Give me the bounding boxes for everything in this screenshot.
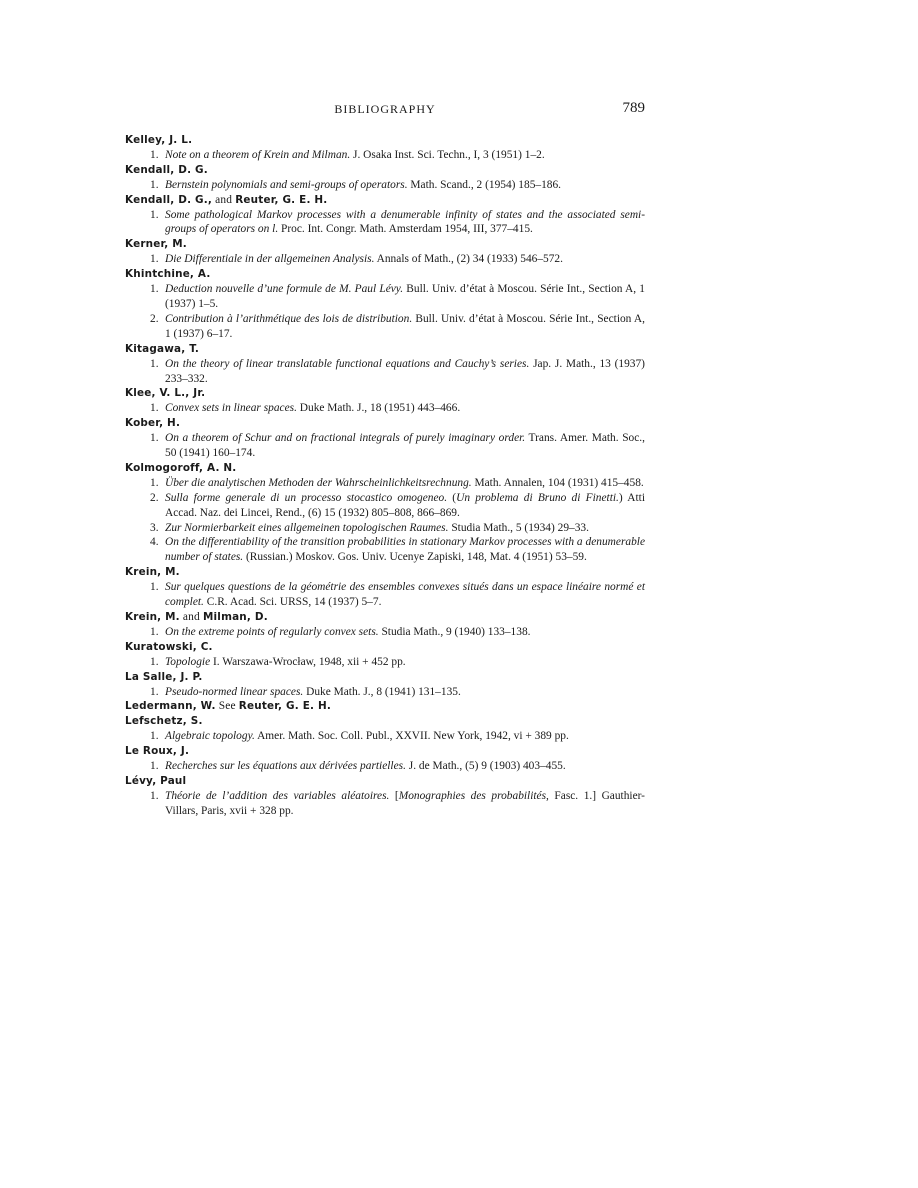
author-name-part: Lévy, Paul bbox=[125, 774, 187, 787]
reference-number: 1. bbox=[150, 432, 159, 445]
reference-list bbox=[125, 476, 645, 565]
author-name-part: Lefschetz, S. bbox=[125, 715, 203, 728]
reference-title: Sur quelques questions de la géométrie des ensembles convexes situés dans un espace linéaire normé et complet. bbox=[165, 581, 645, 609]
reference-number: 1. bbox=[150, 730, 159, 743]
reference-item bbox=[125, 208, 645, 238]
reference-number: 1. bbox=[150, 178, 159, 191]
bibliography-entry bbox=[125, 461, 645, 565]
author-name bbox=[125, 267, 645, 282]
reference-list bbox=[125, 148, 645, 163]
author-name-part: Kendall, D. G., bbox=[125, 193, 213, 206]
author-name bbox=[125, 386, 645, 401]
author-name bbox=[125, 744, 645, 759]
reference-title: Die Differentiale in der allgemeinen Analysis. bbox=[165, 253, 375, 266]
reference-list bbox=[125, 401, 645, 416]
reference-title: On a theorem of Schur and on fractional integrals of purely imaginary order. bbox=[165, 432, 526, 445]
reference-item bbox=[125, 655, 645, 670]
author-name bbox=[125, 640, 645, 655]
bibliography-entry bbox=[125, 386, 645, 416]
reference-item bbox=[125, 148, 645, 163]
reference-title: Recherches sur les équations aux dérivées partielles. bbox=[165, 760, 406, 773]
reference-number: 1. bbox=[150, 760, 159, 773]
reference-number: 2. bbox=[150, 312, 159, 325]
reference-title: Bernstein polynomials and semi-groups of operators. bbox=[165, 178, 408, 191]
author-name-part: Le Roux, J. bbox=[125, 745, 190, 758]
author-name-part: Kolmogoroff, A. N. bbox=[125, 461, 237, 474]
reference-source: Math. Annalen, 104 (1931) 415–458. bbox=[471, 476, 644, 489]
author-name-part: Kitagawa, T. bbox=[125, 342, 200, 355]
author-name-part: Kendall, D. G. bbox=[125, 163, 208, 176]
reference-list bbox=[125, 208, 645, 238]
reference-item bbox=[125, 535, 645, 565]
reference-number: 1. bbox=[150, 208, 159, 221]
reference-list bbox=[125, 625, 645, 640]
author-name-part: Milman, D. bbox=[203, 611, 268, 623]
author-name bbox=[125, 461, 645, 476]
author-name bbox=[125, 699, 645, 714]
reference-title: Deduction nouvelle d’une formule de M. Paul Lévy. bbox=[165, 283, 404, 296]
reference-source: Annals of Math., (2) 34 (1933) 546–572. bbox=[374, 253, 563, 266]
author-name-part: La Salle, J. P. bbox=[125, 670, 203, 683]
reference-number: 1. bbox=[150, 148, 159, 161]
reference-number: 1. bbox=[150, 789, 159, 802]
reference-item bbox=[125, 357, 645, 387]
reference-title: Über die analytischen Methoden der Wahrscheinlichkeitsrechnung. bbox=[165, 476, 472, 489]
reference-item bbox=[125, 625, 645, 640]
reference-number: 1. bbox=[150, 655, 159, 668]
reference-title: Théorie de l’addition des variables aléatoires. bbox=[165, 789, 390, 802]
author-name bbox=[125, 133, 645, 148]
reference-title: Sulla forme generale di un processo stocastico omogeneo. bbox=[165, 491, 448, 504]
bibliography-entry bbox=[125, 640, 645, 670]
author-name bbox=[125, 670, 645, 685]
reference-source: C.R. Acad. Sci. URSS, 14 (1937) 5–7. bbox=[203, 596, 382, 609]
reference-title: Some pathological Markov processes with a denumerable infinity of states and the associated semi-groups of operators on l. bbox=[165, 208, 645, 236]
bibliography-entry bbox=[125, 565, 645, 610]
bibliography-entry bbox=[125, 237, 645, 267]
author-connector: and bbox=[179, 611, 203, 623]
running-head bbox=[125, 100, 645, 120]
reference-number: 4. bbox=[150, 536, 159, 549]
reference-item bbox=[125, 729, 645, 744]
reference-source: Proc. Int. Congr. Math. Amsterdam 1954, III, 377–415. bbox=[278, 223, 533, 236]
author-name-part: Kelley, J. L. bbox=[125, 134, 193, 146]
reference-item bbox=[125, 312, 645, 342]
reference-item bbox=[125, 491, 645, 521]
bibliography-entry bbox=[125, 699, 645, 714]
reference-title: Contribution à l’arithmétique des lois de distribution. bbox=[165, 312, 413, 325]
author-name-part: Krein, M. bbox=[125, 566, 180, 579]
reference-source: Studia Math., 5 (1934) 29–33. bbox=[448, 521, 589, 534]
reference-source: Bull. Univ. d’état à Moscou. Série Int., Section A, 1 (1937) 1–5. bbox=[165, 283, 645, 310]
reference-source: Jap. J. Math., 13 (1937) 233–332. bbox=[165, 357, 645, 385]
author-name bbox=[125, 774, 645, 789]
author-name-part: Reuter, G. E. H. bbox=[235, 193, 328, 206]
reference-title: Note on a theorem of Krein and Milman. bbox=[165, 148, 351, 161]
reference-number: 1. bbox=[150, 685, 159, 698]
reference-item bbox=[125, 178, 645, 193]
reference-item bbox=[125, 431, 645, 461]
reference-title: Topologie bbox=[165, 655, 211, 668]
author-name-part: Krein, M. bbox=[125, 611, 180, 623]
bibliography-entry bbox=[125, 744, 645, 774]
reference-number: 2. bbox=[150, 491, 159, 504]
reference-item bbox=[125, 521, 645, 536]
reference-list bbox=[125, 789, 645, 819]
reference-title: Algebraic topology. bbox=[165, 730, 255, 743]
bibliography-entry bbox=[125, 416, 645, 461]
reference-list bbox=[125, 729, 645, 744]
author-name-part: Klee, V. L., Jr. bbox=[125, 387, 206, 400]
reference-source: J. Osaka Inst. Sci. Techn., I, 3 (1951) 1–2. bbox=[350, 148, 545, 161]
reference-source: ( bbox=[447, 491, 457, 504]
reference-list bbox=[125, 357, 645, 387]
reference-item bbox=[125, 282, 645, 312]
reference-number: 3. bbox=[150, 521, 159, 534]
reference-number: 1. bbox=[150, 581, 159, 594]
page-number: 789 bbox=[622, 100, 645, 116]
reference-item bbox=[125, 476, 645, 491]
bibliography-entry bbox=[125, 163, 645, 193]
bibliography-entry bbox=[125, 342, 645, 387]
bibliography-entry bbox=[125, 714, 645, 744]
bibliography-entry bbox=[125, 193, 645, 238]
bibliography-entry bbox=[125, 610, 645, 640]
reference-title: Monographies des probabilités, bbox=[398, 789, 549, 802]
reference-source: (Russian.) Moskov. Gos. Univ. Ucenye Zapiski, 148, Mat. 4 (1951) 53–59. bbox=[243, 551, 587, 564]
reference-list bbox=[125, 759, 645, 774]
author-name-part: Reuter, G. E. H. bbox=[238, 700, 332, 713]
reference-list bbox=[125, 685, 645, 700]
bibliography-entry bbox=[125, 670, 645, 700]
reference-source: Fasc. 1.] Gauthier-Villars, Paris, xvii + 328 pp. bbox=[165, 789, 645, 817]
reference-source: Studia Math., 9 (1940) 133–138. bbox=[378, 625, 531, 638]
reference-item bbox=[125, 685, 645, 700]
reference-title: Un problema di Bruno di Finetti. bbox=[456, 491, 619, 504]
reference-list bbox=[125, 282, 645, 342]
reference-list bbox=[125, 580, 645, 610]
reference-list bbox=[125, 431, 645, 461]
reference-source: Bull. Univ. d’état à Moscou. Série Int., Section A, 1 (1937) 6–17. bbox=[165, 312, 645, 340]
reference-title: On the theory of linear translatable functional equations and Cauchy’s series. bbox=[165, 357, 530, 370]
author-name bbox=[125, 342, 645, 357]
reference-source: Duke Math. J., 8 (1941) 131–135. bbox=[303, 685, 461, 698]
reference-source: ) Atti Accad. Naz. dei Lincei, Rend., (6) 15 (1932) 805–808, 866–869. bbox=[165, 491, 645, 519]
author-name bbox=[125, 565, 645, 580]
reference-item bbox=[125, 401, 645, 416]
reference-title: On the differentiability of the transition probabilities in stationary Markov processes with a denumerable number of states. bbox=[165, 536, 645, 564]
author-name bbox=[125, 163, 645, 178]
author-name bbox=[125, 193, 645, 208]
reference-source: Math. Scand., 2 (1954) 185–186. bbox=[407, 178, 562, 191]
bibliography-entry bbox=[125, 774, 645, 819]
reference-title: Convex sets in linear spaces. bbox=[165, 402, 297, 415]
reference-number: 1. bbox=[150, 253, 159, 266]
reference-list bbox=[125, 252, 645, 267]
bibliography-entries bbox=[125, 133, 645, 819]
reference-number: 1. bbox=[150, 283, 159, 296]
author-name bbox=[125, 714, 645, 729]
bibliography-entry bbox=[125, 267, 645, 342]
page-title: BIBLIOGRAPHY bbox=[334, 102, 436, 116]
author-name-part: Khintchine, A. bbox=[125, 268, 211, 281]
reference-list bbox=[125, 178, 645, 193]
reference-source: I. Warszawa-Wrocław, 1948, xii + 452 pp. bbox=[210, 655, 406, 668]
reference-source: Amer. Math. Soc. Coll. Publ., XXVII. New York, 1942, vi + 389 pp. bbox=[254, 730, 569, 743]
reference-number: 1. bbox=[150, 625, 159, 638]
reference-source: J. de Math., (5) 9 (1903) 403–455. bbox=[405, 760, 566, 773]
reference-source: Trans. Amer. Math. Soc., 50 (1941) 160–174. bbox=[165, 432, 645, 460]
author-connector: See bbox=[215, 700, 239, 713]
author-name-part: Kober, H. bbox=[125, 417, 181, 430]
author-name bbox=[125, 237, 645, 252]
author-connector: and bbox=[212, 193, 236, 206]
reference-source: [ bbox=[389, 789, 399, 802]
reference-item bbox=[125, 789, 645, 819]
reference-number: 1. bbox=[150, 402, 159, 415]
reference-title: Pseudo-normed linear spaces. bbox=[165, 685, 304, 698]
reference-title: On the extreme points of regularly convex sets. bbox=[165, 625, 379, 638]
reference-item bbox=[125, 580, 645, 610]
reference-number: 1. bbox=[150, 357, 159, 370]
bibliography-entry bbox=[125, 133, 645, 163]
author-name bbox=[125, 416, 645, 431]
reference-item bbox=[125, 252, 645, 267]
reference-source: Duke Math. J., 18 (1951) 443–466. bbox=[296, 402, 461, 415]
author-name-part: Kuratowski, C. bbox=[125, 640, 213, 653]
reference-list bbox=[125, 655, 645, 670]
author-name-part: Kerner, M. bbox=[125, 238, 187, 251]
author-name bbox=[125, 610, 645, 625]
reference-title: Zur Normierbarkeit eines allgemeinen topologischen Raumes. bbox=[165, 521, 449, 534]
author-name-part: Ledermann, W. bbox=[125, 700, 216, 713]
reference-number: 1. bbox=[150, 476, 159, 489]
reference-item bbox=[125, 759, 645, 774]
